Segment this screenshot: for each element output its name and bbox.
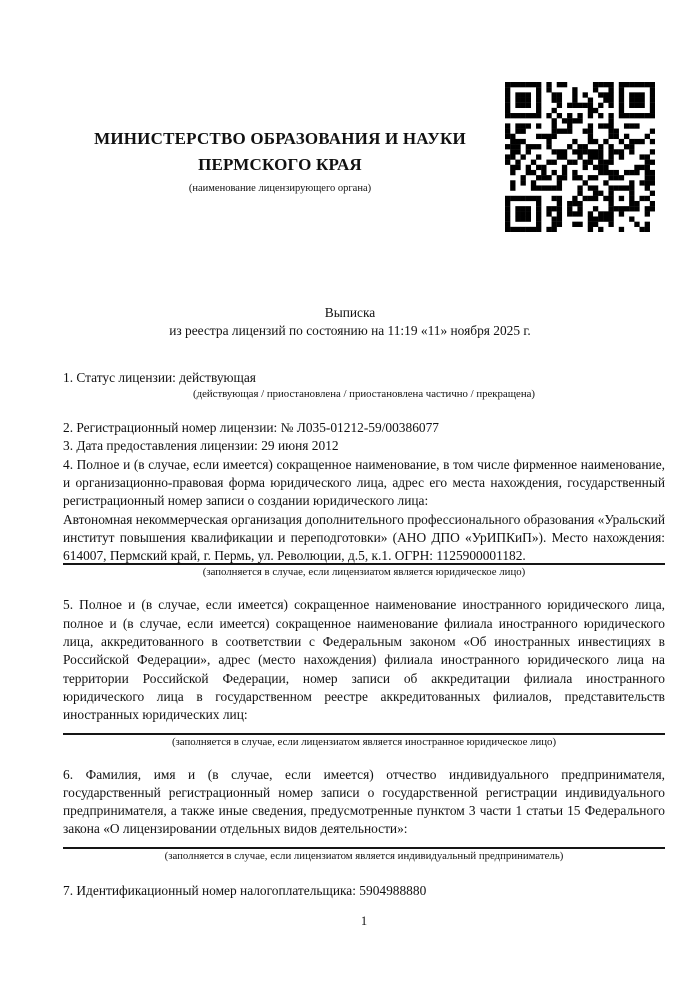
document-body	[63, 369, 665, 900]
foreign-entity-preamble: 5. Полное и (в случае, если имеется) сокращенное наименование иностранного юридического лица, полное и (в случае, если имеется) сокращенное наименование филиала иностранного юридического лица, аккредитованного в соответствии с Федеральным законом «Об иностранных инвестициях в Российской Федерации», адрес (место нахождения) филиала иностранного юридического лица на территории Российской Федерации, номер записи об аккредитации филиала иностранного юридического лица в государственном реестре аккредитованных филиалов, представительств иностранных юридических лиц:	[63, 597, 665, 723]
legal-entity-preamble: 4. Полное и (в случае, если имеется) сокращенное наименование, в том числе фирменное наименование, и организационно-правовая форма юридического лица, адрес его места нахождения, государственный регистрационный номер записи о создании юридического лица:	[63, 456, 665, 509]
document-title-line2: из реестра лицензий по состоянию на 11:19 «11» ноября 2025 г.	[169, 323, 531, 339]
entrepreneur-caption: (заполняется в случае, если лицензиатом является индивидуальный предприниматель)	[164, 849, 564, 862]
license-grant-date-text: 3. Дата предоставления лицензии: 29 июня 2012	[63, 438, 339, 454]
foreign-entity-caption: (заполняется в случае, если лицензиатом является иностранное юридическое лицо)	[171, 735, 557, 748]
page-number: 1	[360, 914, 368, 929]
legal-entity-caption: (заполняется в случае, если лицензиатом является юридическое лицо)	[202, 566, 526, 579]
licensing-authority-name-line2: ПЕРМСКОГО КРАЯ	[198, 155, 362, 174]
document-title-line1: Выписка	[324, 305, 376, 320]
licensing-authority-name	[63, 126, 497, 178]
licensing-authority-block	[63, 82, 497, 232]
document-header	[63, 82, 655, 232]
taxpayer-id-text: 7. Идентификационный номер налогоплательщика: 5904988880	[63, 882, 427, 898]
legal-entity-value: Автономная некоммерческая организация дополнительного профессионального образования «Уральский институт повышения квалификации и переподготовки» (АНО ДПО «УрИПКиП»). Место нахождения: 614007, Пермский край, г. Пермь, ул. Революции, д.5, к.1. ОГРН: 1125900001182.	[63, 511, 665, 564]
qr-code-icon	[505, 82, 655, 232]
licensing-authority-caption: (наименование лицензирующего органа)	[188, 183, 372, 194]
entrepreneur-preamble: 6. Фамилия, имя и (в случае, если имеется) отчество индивидуального предпринимателя, государственный регистрационный номер записи о государственной регистрации индивидуального предпринимателя, а также иные сведения, предусмотренные пунктом 3 части 1 статьи 15 Федерального закона «О лицензировании отдельных видов деятельности»:	[63, 766, 665, 837]
license-status-text: 1. Статус лицензии: действующая	[63, 369, 256, 385]
licensing-authority-name-line1: МИНИСТЕРСТВО ОБРАЗОВАНИЯ И НАУКИ	[94, 129, 466, 148]
license-registration-number-text: 2. Регистрационный номер лицензии: № Л035-01212-59/00386077	[63, 420, 439, 436]
document-title	[0, 304, 700, 341]
license-status-options-caption: (действующая / приостановлена / приостановлена частично / прекращена)	[193, 388, 535, 401]
